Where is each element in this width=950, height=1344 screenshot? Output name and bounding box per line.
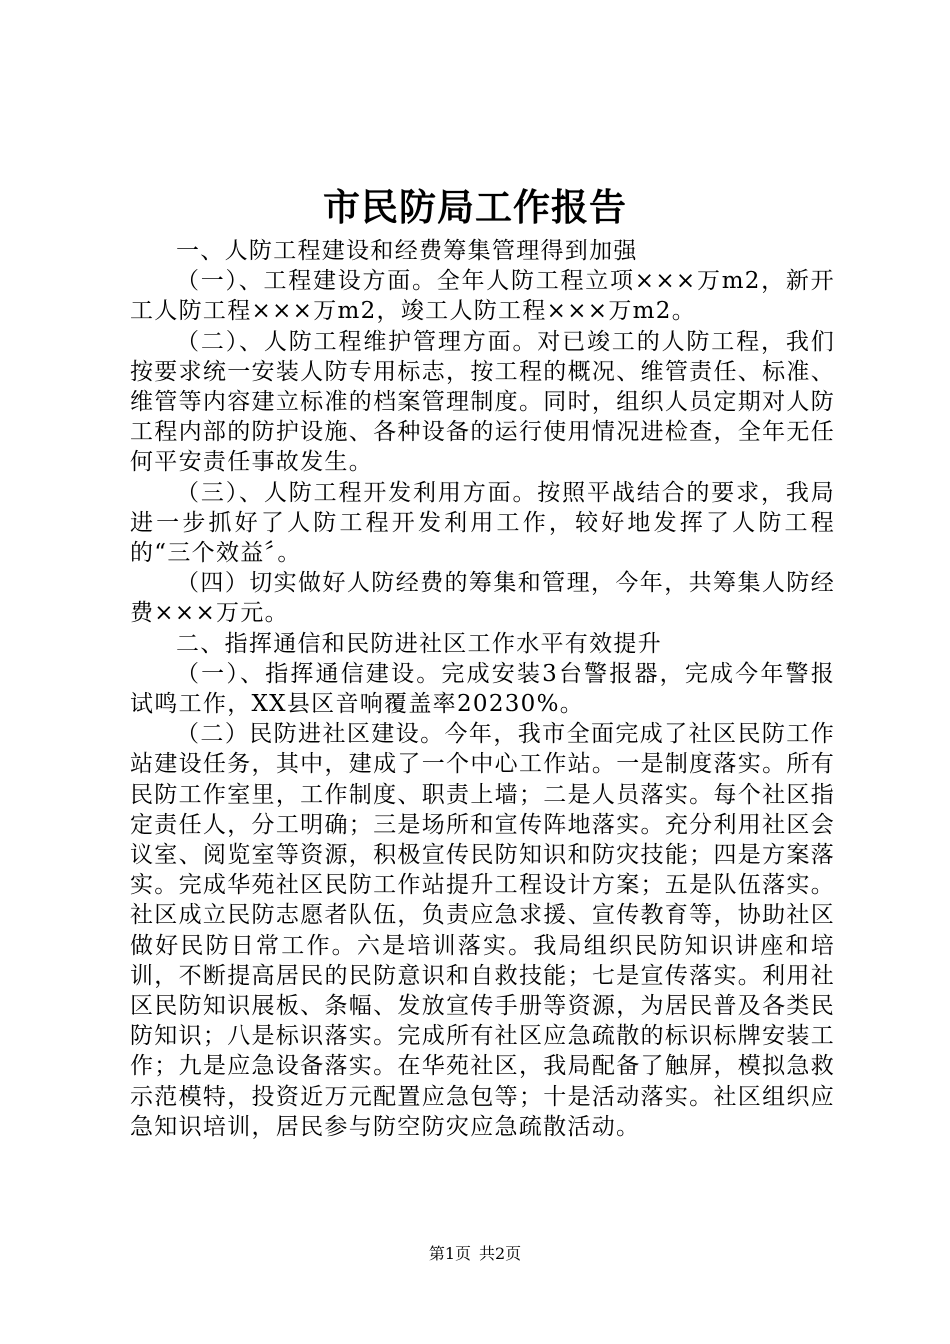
paragraph-command-communication: （一）、指挥通信建设。完成安装3台警报器，完成今年警报试鸣工作，XX县区音响覆盖率20230%。 — [130, 660, 835, 718]
paragraph-engineering-maintenance: （二）、人防工程维护管理方面。对已竣工的人防工程，我们按要求统一安装人防专用标志，按工程的概况、维管责任、标准、维管等内容建立标准的档案管理制度。同时，组织人员定期对人防工程内部的防护设施、各种设备的运行使用情况进检查，全年无任何平安责任事故发生。 — [130, 328, 835, 476]
paragraph-community-civil-defense: （二）民防进社区建设。今年，我市全面完成了社区民防工作站建设任务，其中，建成了一个中心工作站。一是制度落实。所有民防工作室里，工作制度、职责上墙；二是人员落实。每个社区指定责任人，分工明确；三是场所和宣传阵地落实。充分利用社区会议室、阅览室等资源，积极宣传民防知识和防灾技能；四是方案落实。完成华苑社区民防工作站提升工程设计方案；五是队伍落实。社区成立民防志愿者队伍，负责应急求援、宣传教育等，协助社区做好民防日常工作。六是培训落实。我局组织民防知识讲座和培训，不断提高居民的民防意识和自救技能；七是宣传落实。利用社区民防知识展板、条幅、发放宣传手册等资源，为居民普及各类民防知识；八是标识落实。完成所有社区应急疏散的标识标牌安装工作；九是应急设备落实。在华苑社区，我局配备了触屏，模拟急救示范模特，投资近万元配置应急包等；十是活动落实。社区组织应急知识培训，居民参与防空防灾应急疏散活动。 — [130, 721, 835, 1140]
page-total: 共2页 — [479, 1244, 522, 1263]
section-heading-1: 一、人防工程建设和经费筹集管理得到加强 — [176, 238, 638, 264]
document-body — [130, 236, 835, 1142]
page-footer — [0, 1244, 950, 1264]
paragraph-engineering-construction: （一）、工程建设方面。全年人防工程立项×××万m2，新开工人防工程×××万m2，竣工人防工程×××万m2。 — [130, 268, 835, 325]
document-title: 市民防局工作报告 — [323, 185, 627, 229]
page-number: 第1页 — [428, 1244, 471, 1263]
paragraph-engineering-development: （三）、人防工程开发利用方面。按照平战结合的要求，我局进一步抓好了人防工程开发利用工作，较好地发挥了人防工程的“三个效益〞。 — [130, 479, 835, 567]
paragraph-funding: （四）切实做好人防经费的筹集和管理，今年，共筹集人防经费×××万元。 — [130, 570, 835, 627]
section-heading-2: 二、指挥通信和民防进社区工作水平有效提升 — [176, 630, 662, 657]
